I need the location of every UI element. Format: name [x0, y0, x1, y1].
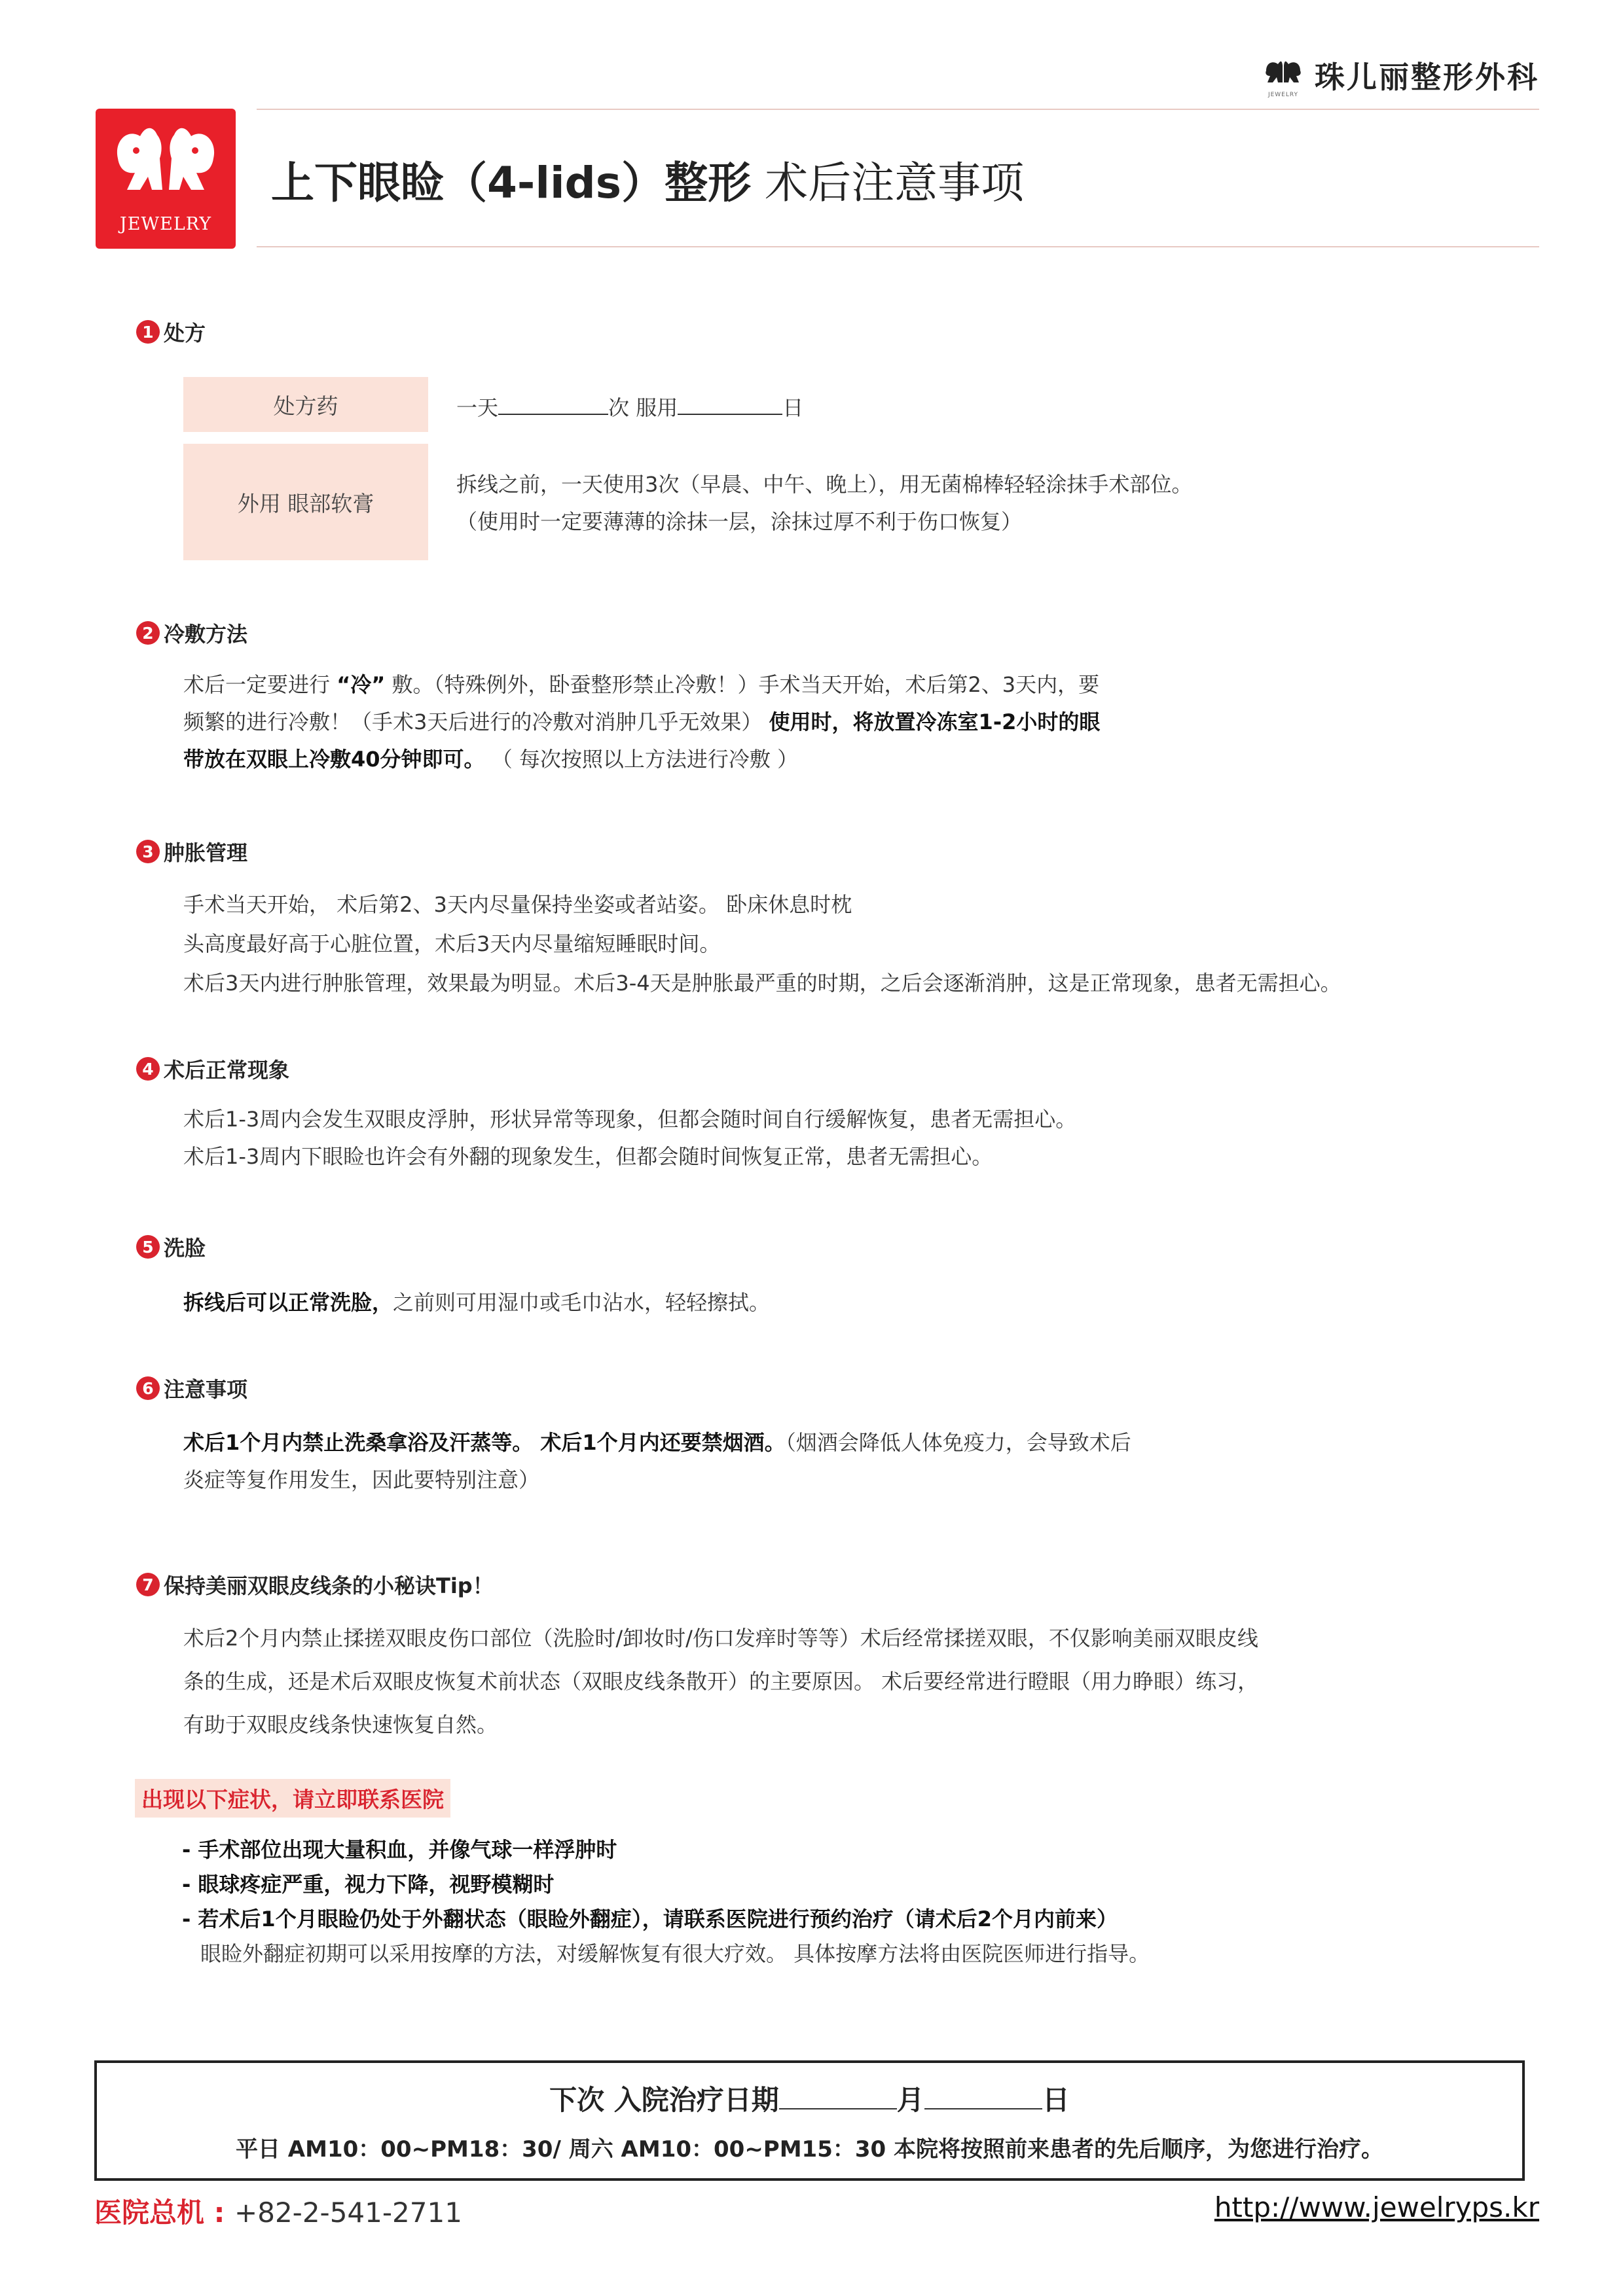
section-precautions-body [183, 1424, 1131, 1499]
next-visit-date [97, 2079, 1522, 2118]
text: 敷。（特殊例外，卧蚕整形禁止冷敷！）手术当天开始，术后第2、3天内，要 [385, 672, 1100, 697]
logo-wordmark: JEWELRY [119, 214, 212, 234]
text: 术后1-3周内下眼睑也许会有外翻的现象发生，但都会随时间恢复正常，患者无需担心。 [183, 1144, 993, 1169]
brand-header [1262, 54, 1539, 97]
alert-note: 眼睑外翻症初期可以采用按摩的方法，对缓解恢复有很大疗效。 具体按摩方法将由医院医师进行指导。 [200, 1941, 1150, 1966]
text-bold: 术后1个月内禁止洗桑拿浴及汗蒸等。 术后1个月内还要禁烟酒。 [183, 1430, 786, 1455]
text: 有助于双眼皮线条快速恢复自然。 [183, 1712, 498, 1737]
blank-line[interactable] [498, 414, 608, 415]
section-title: 注意事项 [164, 1377, 248, 1402]
twin-figure-icon [1262, 56, 1304, 90]
rx-ointment-line-2: （使用时一定要薄薄的涂抹一层，涂抹过厚不利于伤口恢复） [456, 509, 1023, 534]
text: 手术当天开始， 术后第2、3天内尽量保持坐姿或者站姿。 卧床休息时枕 [183, 892, 852, 917]
brand-name: 珠儿丽整形外科 [1315, 60, 1539, 95]
rx-oral-text-3: 日 [782, 395, 804, 420]
page-title-sub: 术后注意事项 [751, 158, 1025, 208]
section-precautions-heading [136, 1373, 247, 1403]
section-title: 洗脸 [164, 1236, 206, 1261]
section-title: 冷敷方法 [164, 622, 248, 647]
section-number-badge: 2 [136, 621, 160, 645]
text-bold: 带放在双眼上冷敷40分钟即可。 [183, 747, 485, 772]
section-prescription-heading [136, 317, 206, 347]
page-title [271, 148, 1024, 210]
footer-website-link[interactable]: http://www.jewelryps.kr [1214, 2191, 1539, 2223]
alert-item: - 若术后1个月眼睑仍处于外翻状态（眼睑外翻症），请联系医院进行预约治疗（请术后2个月内前来） [182, 1907, 1118, 1931]
rx-label-ointment: 外用 眼部软膏 [183, 444, 428, 560]
rx-oral-text-1: 一天 [456, 395, 499, 420]
month-label: 月 [896, 2084, 924, 2116]
section-number-badge: 7 [136, 1573, 160, 1596]
section-number-badge: 3 [136, 840, 160, 863]
section-title: 术后正常现象 [164, 1058, 290, 1083]
section-face-wash-heading [136, 1232, 206, 1262]
text: 频繁的进行冷敷！（手术3天后进行的冷敷对消肿几乎无效果） [183, 709, 763, 734]
alert-title: 出现以下症状，请立即联系医院 [135, 1779, 450, 1818]
rx-ointment-text [456, 466, 1192, 541]
section-number-badge: 1 [136, 320, 160, 344]
section-cold-compress-heading [136, 618, 247, 648]
alert-list [182, 1833, 1150, 1971]
text: 术后一定要进行 [183, 672, 337, 697]
brand-mini-text: JEWELRY [1267, 92, 1299, 98]
brand-mini-logo [1262, 56, 1304, 98]
header-rule-top [257, 109, 1539, 110]
twin-figure-logo-icon [110, 122, 221, 200]
next-visit-box [94, 2060, 1525, 2181]
phone-number[interactable]: +82-2-541-2711 [234, 2197, 462, 2229]
text: 之前则可用湿巾或毛巾沾水，轻轻擦拭。 [393, 1290, 771, 1315]
section-swelling-body [183, 885, 1341, 1003]
blank-line[interactable] [924, 2108, 1042, 2109]
alert-item: - 手术部位出现大量积血，并像气球一样浮肿时 [182, 1837, 617, 1862]
page-title-main: 上下眼睑（4-lids）整形 [271, 158, 752, 208]
section-tips-body [183, 1617, 1258, 1746]
alert-item: - 眼球疼症严重，视力下降，视野模糊时 [182, 1872, 555, 1897]
section-face-wash-body [183, 1284, 770, 1321]
text: 炎症等复作用发生，因此要特别注意） [183, 1467, 540, 1492]
text: 条的生成，还是术后双眼皮恢复术前状态（双眼皮线条散开）的主要原因。 术后要经常进行瞪眼（用力睁眼）练习， [183, 1669, 1259, 1694]
section-number-badge: 5 [136, 1235, 160, 1259]
rx-ointment-line-1: 拆线之前，一天使用3次（早晨、中午、晚上），用无菌棉棒轻轻涂抹手术部位。 [456, 472, 1193, 497]
text-bold: “冷” [337, 672, 386, 697]
blank-line[interactable] [779, 2108, 897, 2109]
section-title: 保持美丽双眼皮线条的小秘诀Tip！ [164, 1573, 494, 1598]
text: 术后2个月内禁止揉搓双眼皮伤口部位（洗脸时/卸妆时/伤口发痒时等等）术后经常揉搓双眼，不仅影响美丽双眼皮线 [183, 1626, 1258, 1651]
phone-label: 医院总机 : [94, 2197, 235, 2229]
text: 术后3天内进行肿胀管理，效果最为明显。术后3-4天是肿胀最严重的时期，之后会逐渐消肿，这是正常现象，患者无需担心。 [183, 971, 1341, 996]
text: 头高度最好高于心脏位置，术后3天内尽量缩短睡眠时间。 [183, 931, 721, 956]
text: 术后1-3周内会发生双眼皮浮肿，形状异常等现象，但都会随时间自行缓解恢复，患者无需担心。 [183, 1107, 1077, 1132]
section-tips-heading [136, 1570, 494, 1600]
section-cold-compress-body [183, 666, 1100, 778]
text: （烟酒会降低人体免疫力，会导致术后 [785, 1430, 1131, 1455]
section-swelling-heading [136, 836, 247, 867]
section-title: 肿胀管理 [164, 840, 248, 865]
section-number-badge: 6 [136, 1376, 160, 1400]
text: （ 每次按照以上方法进行冷敷 ） [491, 747, 799, 772]
footer-phone [94, 2191, 462, 2231]
header-rule-bottom [257, 246, 1539, 247]
blank-line[interactable] [678, 414, 782, 415]
rx-oral-text-2: 次 服用 [608, 395, 678, 420]
section-normal-phenomena-body [183, 1101, 1076, 1175]
rx-oral-dosage [456, 391, 803, 422]
section-number-badge: 4 [136, 1057, 160, 1081]
text-bold: 使用时，将放置冷冻室1-2小时的眼 [769, 709, 1101, 734]
jewelry-logo [96, 109, 236, 249]
text-bold: 拆线后可以正常洗脸， [183, 1290, 393, 1315]
rx-label-oral: 处方药 [183, 377, 428, 432]
section-normal-phenomena-heading [136, 1054, 289, 1084]
clinic-hours: 平日 AM10：00~PM18：30/ 周六 AM10：00~PM15：30 本院将按照前来患者的先后顺序，为您进行治疗。 [235, 2136, 1384, 2162]
next-visit-label: 下次 入院治疗日期 [549, 2084, 779, 2116]
section-title: 处方 [164, 321, 206, 346]
day-label: 日 [1042, 2084, 1070, 2116]
